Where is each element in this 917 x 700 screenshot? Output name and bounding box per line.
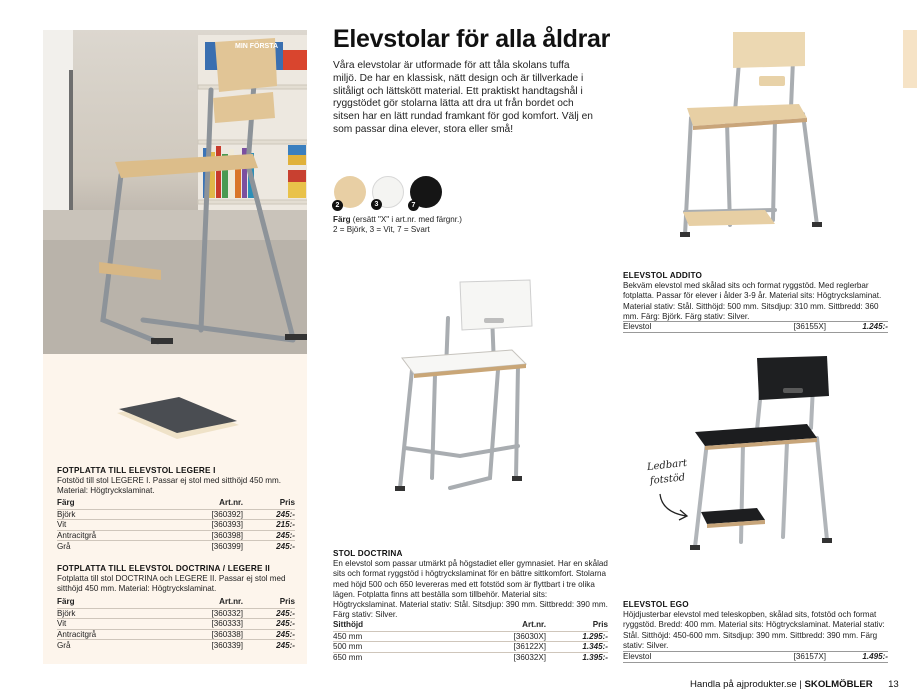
color-swatches bbox=[334, 176, 444, 212]
table-row bbox=[57, 608, 295, 619]
fotplatta-doctrina-title: FOTPLATTA TILL ELEVSTOL DOCTRINA / LEGERE II bbox=[57, 564, 271, 573]
intro-text: Våra elevstolar är utformade för att tåla skolans tuffa miljö. De har en klassisk, nätt design och är tillverkade i slitåligt och lättskött material. Ett praktiskt handtagshål i ryggstödet gör stolarna lätta att dra ut från bordet och sitsen har en lätt rundad framkant för god komfort. Välj en som passar dina elever, stora eller små! bbox=[333, 60, 593, 135]
color-cell: Vit bbox=[57, 619, 173, 630]
addito-price-table bbox=[623, 321, 888, 333]
artnr-cell: [36030X] bbox=[476, 631, 546, 642]
header-price: Pris bbox=[592, 620, 608, 630]
fotplatta-doctrina-table bbox=[57, 597, 295, 650]
table-row bbox=[623, 652, 888, 663]
price-cell: 1.345:- bbox=[546, 642, 608, 653]
page-number: 13 bbox=[888, 679, 899, 690]
fotplatta-legere-table bbox=[57, 498, 295, 551]
color-cell: Grå bbox=[57, 640, 173, 651]
artnr-cell: [360393] bbox=[173, 520, 243, 531]
swatch-black bbox=[410, 176, 442, 208]
color-cell: Antracitgrå bbox=[57, 530, 173, 541]
price-cell: 1.295:- bbox=[546, 631, 608, 642]
header-price: Pris bbox=[279, 498, 295, 508]
ego-chair-illustration bbox=[687, 352, 837, 552]
price-cell: 1.395:- bbox=[546, 652, 608, 663]
header-artnr: Art.nr. bbox=[219, 498, 243, 508]
price-cell: 245:- bbox=[243, 530, 295, 541]
color-cell: Björk bbox=[57, 608, 173, 619]
artnr-cell: [360392] bbox=[173, 509, 243, 520]
table-row bbox=[57, 520, 295, 531]
addito-description: Bekväm elevstol med skålad sits och format ryggstöd. Med reglerbar fotplatta. Passar för elever i ålder 3-9 år. Material sits: Högtryckslaminat. Material stativ: Stål. Sitthöjd: 500 mm. Sitsdjup: 310 mm. Sittbredd: 360 mm. Färg: Björk. Färg stativ: Silver. bbox=[623, 281, 882, 321]
table-row bbox=[623, 322, 888, 333]
price-cell: 245:- bbox=[243, 619, 295, 630]
doctrina-description: En elevstol som passar utmärkt på högstadiet eller gymnasiet. Har en skålad sits och format ryggstöd i högtryckslaminat för en bättre sittkomfort. Stolarna med höjd 500 och 650 levereras med ett fotstöd som är flyttbart i tre olika lägen. Fotplatta finns att beställa som tillbehör. Material sits: Högtryckslaminat. Material stativ: Stål. Sitsdjup: 390 mm. Sittbredd: 390 mm. Färg stativ: Silver. bbox=[333, 559, 608, 620]
color-cell: Björk bbox=[57, 509, 173, 520]
section-tab bbox=[903, 30, 917, 88]
footrest-illustration bbox=[113, 395, 241, 440]
height-cell: 500 mm bbox=[333, 642, 476, 653]
header-color: Färg bbox=[57, 597, 75, 607]
table-row bbox=[333, 631, 608, 642]
table-header-row bbox=[57, 498, 295, 509]
fotplatta-legere-description: Fotstöd till stol LEGERE I. Passar ej stol med sitthöjd 450 mm. Material: Högtryckslaminat. bbox=[57, 476, 282, 496]
color-cell: Vit bbox=[57, 520, 173, 531]
header-artnr: Art.nr. bbox=[219, 597, 243, 607]
height-cell: 650 mm bbox=[333, 652, 476, 663]
ego-price-table bbox=[623, 651, 888, 663]
annotation-line2: fotstöd bbox=[649, 472, 686, 487]
table-header-row bbox=[57, 597, 295, 608]
artnr-cell: [360398] bbox=[173, 530, 243, 541]
price-cell: 245:- bbox=[243, 509, 295, 520]
swatch-number: 2 bbox=[332, 200, 343, 211]
variant-cell: Elevstol bbox=[623, 322, 736, 333]
color-legend: 2 = Björk, 3 = Vit, 7 = Svart bbox=[333, 225, 430, 234]
classroom-photo bbox=[43, 30, 307, 354]
footer-separator: | bbox=[799, 679, 802, 690]
ego-title: ELEVSTOL EGO bbox=[623, 600, 689, 609]
swatch-birch bbox=[334, 176, 366, 208]
color-title: Färg bbox=[333, 215, 351, 224]
header-color: Färg bbox=[57, 498, 75, 508]
addito-title: ELEVSTOL ADDITO bbox=[623, 271, 703, 280]
color-cell: Antracitgrå bbox=[57, 629, 173, 640]
header-seat-height: Sitthöjd bbox=[333, 620, 364, 630]
table-header-row bbox=[333, 620, 608, 631]
swatch-number: 7 bbox=[408, 200, 419, 211]
artnr-cell: [36032X] bbox=[476, 652, 546, 663]
header-price: Pris bbox=[279, 597, 295, 607]
photo-sign: MIN FÖRSTA bbox=[235, 43, 279, 50]
price-cell: 215:- bbox=[243, 520, 295, 531]
color-note bbox=[333, 215, 462, 225]
header-artnr: Art.nr. bbox=[522, 620, 546, 630]
artnr-cell: [360399] bbox=[173, 541, 243, 552]
swatch-number: 3 bbox=[371, 199, 382, 210]
swatch-white bbox=[372, 176, 404, 208]
color-note-text: (ersätt "X" i art.nr. med färgnr.) bbox=[350, 215, 462, 224]
doctrina-chair-illustration bbox=[390, 278, 540, 503]
artnr-cell: [360333] bbox=[173, 619, 243, 630]
table-row bbox=[57, 629, 295, 640]
table-row bbox=[57, 530, 295, 541]
artnr-cell: [360332] bbox=[173, 608, 243, 619]
fotplatta-legere-title: FOTPLATTA TILL ELEVSTOL LEGERE I bbox=[57, 466, 216, 475]
doctrina-table bbox=[333, 620, 608, 663]
footer-section: SKOLMÖBLER bbox=[804, 679, 873, 690]
table-row bbox=[333, 652, 608, 663]
fotplatta-doctrina-description: Fotplatta till stol DOCTRINA och LEGERE II. Passar ej stol med sitthöjd 450 mm. Material: Högtryckslaminat. bbox=[57, 574, 286, 594]
artnr-cell: [360338] bbox=[173, 629, 243, 640]
artnr-cell: [36155X] bbox=[736, 322, 826, 333]
price-cell: 1.245:- bbox=[826, 322, 888, 333]
table-row bbox=[333, 642, 608, 653]
page-title: Elevstolar för alla åldrar bbox=[333, 25, 611, 53]
artnr-cell: [360339] bbox=[173, 640, 243, 651]
doctrina-title: STOL DOCTRINA bbox=[333, 549, 403, 558]
table-row bbox=[57, 541, 295, 552]
artnr-cell: [36122X] bbox=[476, 642, 546, 653]
classroom-chair-illustration bbox=[43, 30, 307, 354]
price-cell: 245:- bbox=[243, 608, 295, 619]
table-row bbox=[57, 619, 295, 630]
table-row bbox=[57, 509, 295, 520]
price-cell: 245:- bbox=[243, 629, 295, 640]
price-cell: 245:- bbox=[243, 640, 295, 651]
addito-chair-illustration bbox=[675, 30, 825, 240]
variant-cell: Elevstol bbox=[623, 652, 736, 663]
price-cell: 245:- bbox=[243, 541, 295, 552]
ego-description: Höjdjusterbar elevstol med teleskopben, skålad sits, fotstöd och format ryggstöd. Bredd: 400 mm. Material sits: Högtryckslaminat. Material stativ: Stål. Sitthöjd: 450-600 mm. Sitsdjup: 390 mm. Sittbredd: 390 mm. Färg stativ: Silver. bbox=[623, 610, 885, 650]
artnr-cell: [36157X] bbox=[736, 652, 826, 663]
height-cell: 450 mm bbox=[333, 631, 476, 642]
color-cell: Grå bbox=[57, 541, 173, 552]
annotation-arrow-icon bbox=[656, 492, 692, 522]
annotation-line1: Ledbart bbox=[646, 457, 688, 474]
table-row bbox=[57, 640, 295, 651]
price-cell: 1.495:- bbox=[826, 652, 888, 663]
footer-website: Handla på ajprodukter.se bbox=[690, 679, 797, 690]
page-footer bbox=[690, 679, 899, 690]
